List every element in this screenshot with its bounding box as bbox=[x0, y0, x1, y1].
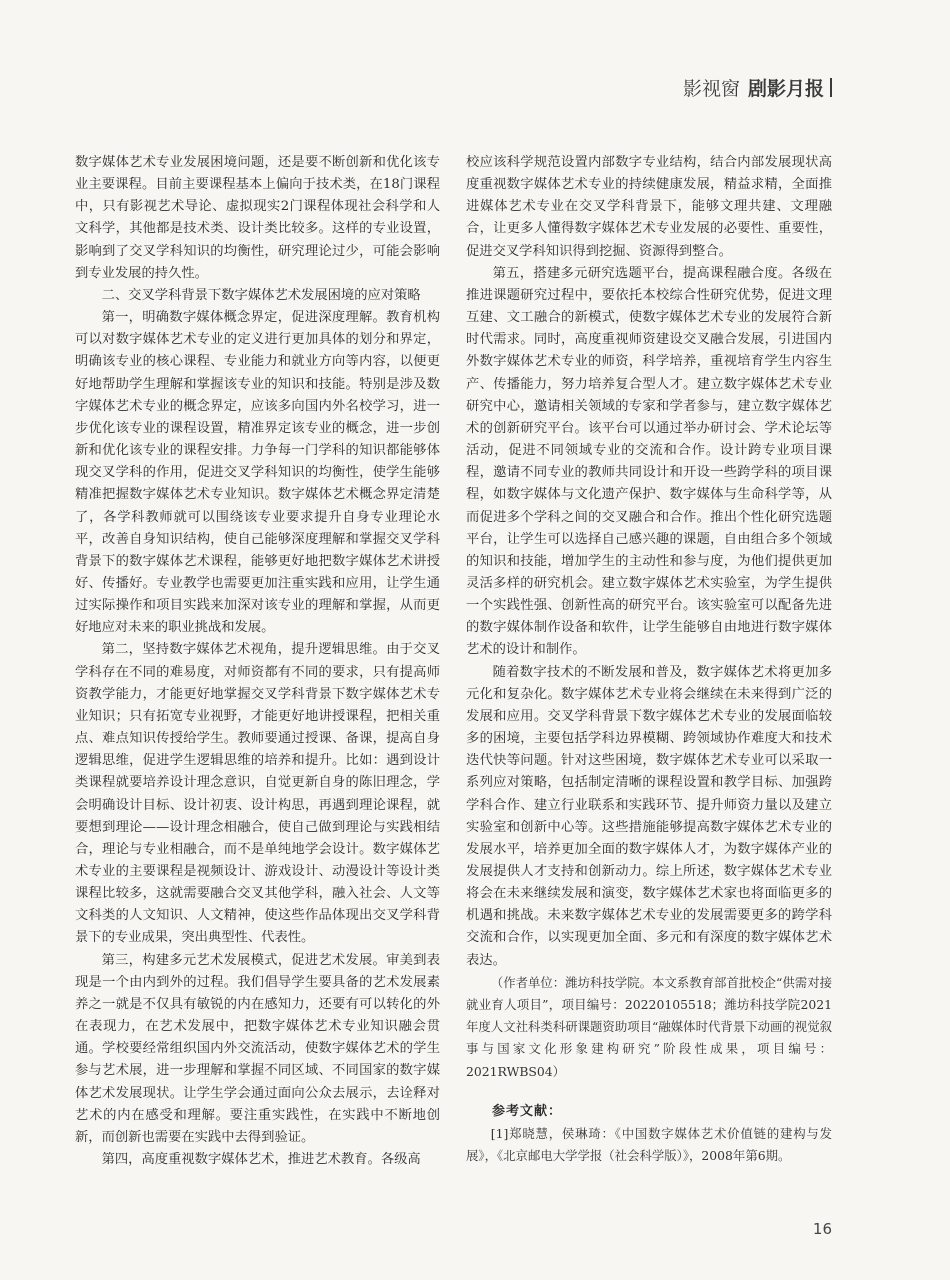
header-divider bbox=[830, 78, 832, 97]
paragraph-strategy-1: 第一，明确数字媒体概念界定，促进深度理解。教育机构可以对数字媒体艺术专业的定义进行更加具体的划分和界定，明确该专业的核心课程、专业能力和就业方向等内容，以便更好地帮助学生理解和掌握该专业的知识和技能。特别是涉及数字媒体艺术专业的概念界定，应该多向国内外名校学习，进一步优化该专业的课程设置，精准界定该专业的概念，进一步创新和优化该专业的课程安排。力争每一门学科的知识都能够体现交叉学科的作用，促进交叉学科知识的均衡性，使学生能够精准把握数字媒体艺术专业知识。数字媒体艺术概念界定清楚了，各学科教师就可以围绕该专业要求提升自身专业理论水平，改善自身知识结构，使自己能够深度理解和掌握交叉学科背景下的数字媒体艺术课程，能够更好地把数字媒体艺术讲授好、传播好。专业教学也需要更加注重实践和应用，让学生通过实际操作和项目实践来加深对该专业的理解和掌握，从而更好地应对未来的职业挑战和发展。 bbox=[75, 310, 440, 636]
column-name: 影视窗 bbox=[682, 78, 740, 100]
right-text-column bbox=[466, 152, 832, 1167]
section-heading: 二、交叉学科背景下数字媒体艺术发展困境的应对策略 bbox=[101, 287, 421, 303]
running-header bbox=[683, 74, 832, 101]
reference-item: [1]郑晓慧，侯琳琦：《中国数字媒体艺术价值链的建构与发展》，《北京邮电大学学报（社会科学版）》，2008年第6期。 bbox=[466, 1125, 832, 1163]
paragraph-strategy-4-start: 第四，高度重视数字媒体艺术，推进艺术教育。各级高 bbox=[101, 1152, 421, 1168]
magazine-name: 剧影月报 bbox=[747, 78, 824, 100]
left-text-column bbox=[75, 152, 440, 1171]
paragraph-strategy-5: 第五，搭建多元研究选题平台，提高课程融合度。各级在推进课题研究过程中，要依托本校综合性研究优势，促进文理互建、文工融合的新模式，使数字媒体艺术专业的发展符合新时代需求。同时，高度重视师资建设交叉融合发展，引进国内外数字媒体艺术专业的师资，科学培养，重视培育学生内容生产、传播能力，努力培养复合型人才。建立数字媒体艺术专业研究中心，邀请相关领域的专家和学者参与，建立数字媒体艺术的创新研究平台。该平台可以通过举办研讨会、学术论坛等活动，促进不同领域专业的交流和合作。设计跨专业项目课程，邀请不同专业的教师共同设计和开设一些跨学科的项目课程，如数字媒体与文化遗产保护、数字媒体与生命科学等，从而促进多个学科之间的交叉融合和合作。推出个性化研究选题平台，让学生可以选择自己感兴趣的课题，自由组合多个领域的知识和技能，增加学生的主动性和参与度，为他们提供更加灵活多样的研究机会。建立数字媒体艺术实验室，为学生提供一个实践性强、创新性高的研究平台。该实验室可以配备先进的数字媒体制作设备和软件，让学生能够自由地进行数字媒体艺术的设计和制作。 bbox=[466, 265, 832, 658]
paragraph-strategy-3: 第三，构建多元艺术发展模式，促进艺术发展。审美到表现是一个由内到外的过程。我们倡导学生要具备的艺术发展素养之一就是不仅具有敏锐的内在感知力，还要有可以转化的外在表现力，在艺术发展中，把数字媒体艺术专业知识融会贯通。学校要经常组织国内外交流活动，使数字媒体艺术的学生参与艺术展，进一步理解和掌握不同区域、不同国家的数字媒体艺术发展现状。让学生学会通过面向公众去展示，去诠释对艺术的内在感受和理解。要注重实践性，在实践中不断地创新，而创新也需要在实践中去得到验证。 bbox=[75, 952, 440, 1145]
author-note: （作者单位：潍坊科技学院。本文系教育部首批校企“供需对接就业育人项目”，项目编号：20220105518；潍坊科技学院2021年度人文社科类科研课题资助项目“融媒体时代背景下动画的视觉叙事与国家文化形象建构研究”阶段性成果，项目编号：2021RWBS04） bbox=[466, 974, 832, 1079]
page-number: 16 bbox=[812, 1220, 832, 1238]
paragraph-strategy-4-end: 校应该科学规范设置内部数字专业结构，结合内部发展现状高度重视数字媒体艺术专业的持续健康发展，精益求精，全面推进媒体艺术专业在交叉学科背景下，能够文理共建、文理融合，让更多人懂得数字媒体艺术专业发展的必要性、重要性，促进交叉学科知识得到挖掘、资源得到整合。 bbox=[466, 155, 832, 259]
references-title: 参考文献： bbox=[492, 1103, 563, 1119]
paragraph-conclusion: 随着数字技术的不断发展和普及，数字媒体艺术将更加多元化和复杂化。数字媒体艺术专业将会继续在未来得到广泛的发展和应用。交叉学科背景下数字媒体艺术专业的发展面临较多的困境，主要包括学科边界模糊、跨领域协作难度大和技术迭代快等问题。针对这些困境，数字媒体艺术专业可以采取一系列应对策略，包括制定清晰的课程设置和教学目标、加强跨学科合作、建立行业联系和实践环节、提升师资力量以及建立实验室和创新中心等。这些措施能够提高数字媒体艺术专业的发展水平，培养更加全面的数字媒体人才，为数字媒体产业的发展提供人才支持和创新动力。综上所述，数字媒体艺术专业将会在未来继续发展和演变，数字媒体艺术家也将面临更多的机遇和挑战。未来数字媒体艺术专业的发展需要更多的跨学科交流和合作，以实现更加全面、多元和有深度的数字媒体艺术表达。 bbox=[466, 664, 832, 968]
paragraph-continuation: 数字媒体艺术专业发展困境问题，还是要不断创新和优化该专业主要课程。目前主要课程基本上偏向于技术类，在18门课程中，只有影视艺术导论、虚拟现实2门课程体现社会科学和人文科学，其他都是技术类、设计类比较多。这样的专业设置，影响到了交叉学科知识的均衡性，研究理论过少，可能会影响到专业发展的持久性。 bbox=[75, 155, 440, 281]
paragraph-strategy-2: 第二，坚持数字媒体艺术视角，提升逻辑思维。由于交叉学科存在不同的难易度，对师资都有不同的要求，只有提高师资教学能力，才能更好地掌握交叉学科背景下数字媒体艺术专业知识；只有拓宽专业视野，才能更好地讲授课程，把相关重点、难点知识传授给学生。教师要通过授课、备课，提高自身逻辑思维，促进学生逻辑思维的培养和提升。比如：遇到设计类课程就要培养设计理念意识，自觉更新自身的陈旧理念，学会明确设计目标、设计初衷、设计构思，再遇到理论课程，就要想到理论——设计理念相融合，使自己做到理论与实践相结合，理论与专业相融合，而不是单纯地学会设计。数字媒体艺术专业的主要课程是视频设计、游戏设计、动漫设计等设计类课程比较多，这就需要融合交叉其他学科，融入社会、人文等文科类的人文知识、人文精神，使这些作品体现出交叉学科背景下的专业成果，突出典型性、代表性。 bbox=[75, 642, 440, 946]
